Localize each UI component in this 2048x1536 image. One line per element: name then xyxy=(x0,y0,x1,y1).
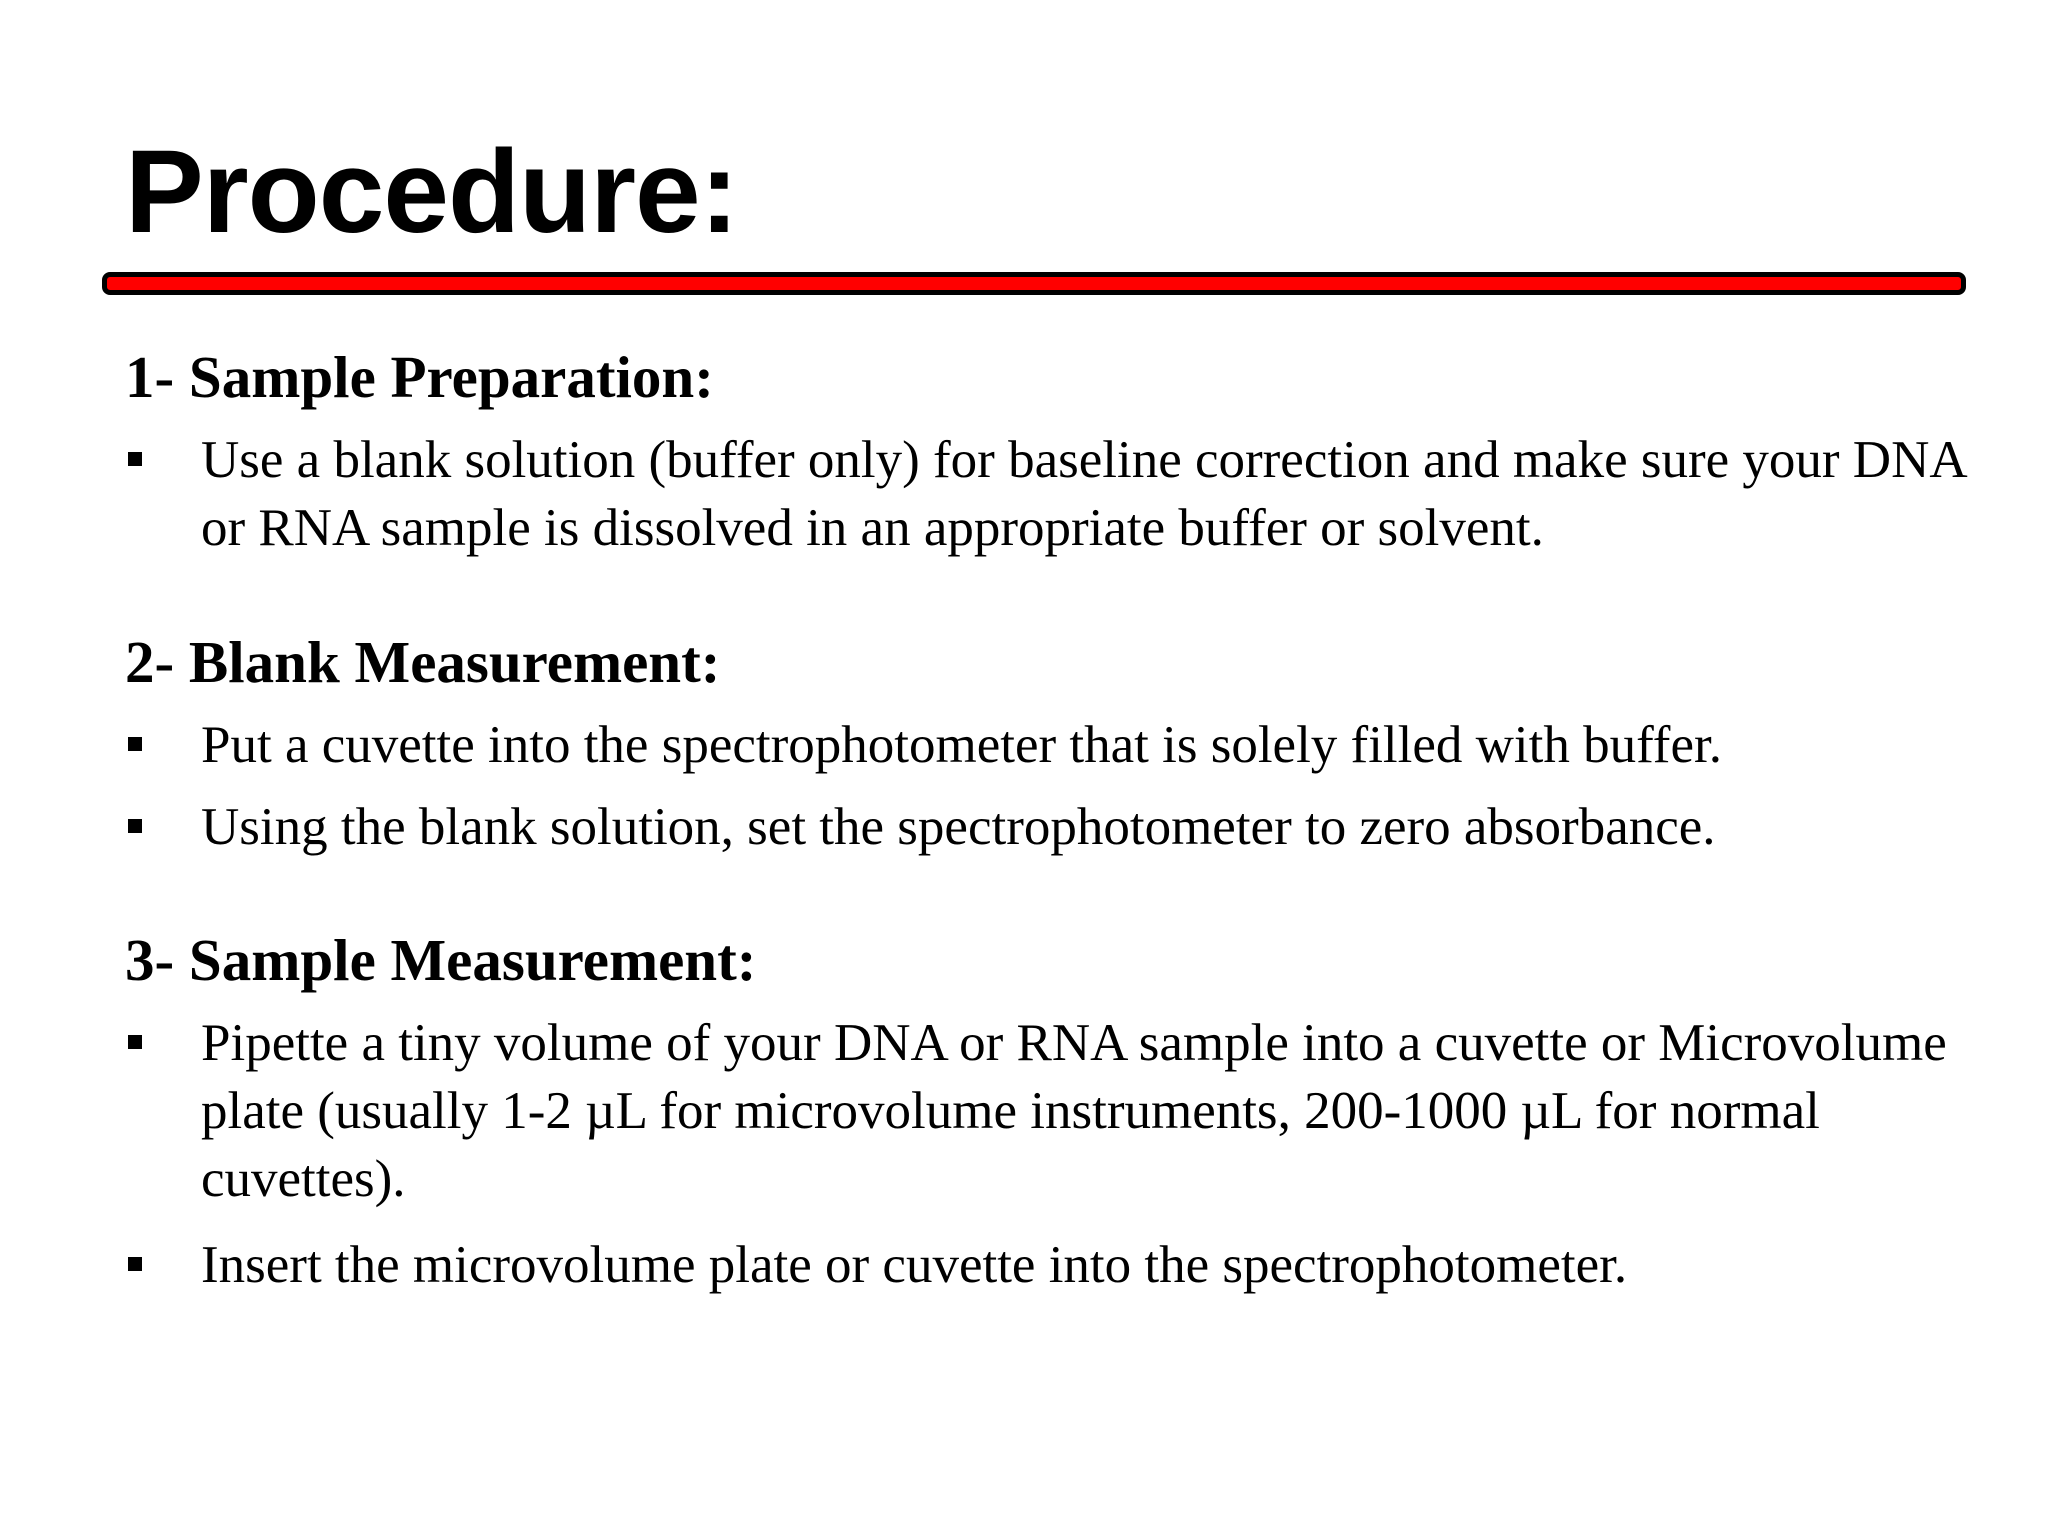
section-heading: 2- Blank Measurement: xyxy=(125,629,721,695)
square-bullet-icon xyxy=(128,1257,142,1271)
section-sample-measurement xyxy=(125,925,1965,1299)
title-divider xyxy=(102,272,1966,295)
list-item xyxy=(125,426,1965,562)
bullet-list xyxy=(125,1009,1965,1299)
bullet-text: Put a cuvette into the spectrophotometer that is solely filled with buffer. xyxy=(201,716,1722,774)
section-heading: 3- Sample Measurement: xyxy=(125,927,757,993)
section-sample-preparation xyxy=(125,342,1965,562)
square-bullet-icon xyxy=(128,1035,142,1049)
bullet-text: Insert the microvolume plate or cuvette into the spectrophotometer. xyxy=(201,1236,1628,1294)
square-bullet-icon xyxy=(128,737,142,751)
bullet-text: Using the blank solution, set the spectrophotometer to zero absorbance. xyxy=(201,798,1716,856)
list-item xyxy=(125,1009,1965,1213)
square-bullet-icon xyxy=(128,819,142,833)
list-item xyxy=(125,793,1965,861)
square-bullet-icon xyxy=(128,452,142,466)
bullet-text: Pipette a tiny volume of your DNA or RNA sample into a cuvette or Microvolume plate (usually 1-2 µL for microvolume instruments, 200-1000 µL for normal cuvettes). xyxy=(201,1014,1947,1208)
list-item xyxy=(125,711,1965,779)
section-heading: 1- Sample Preparation: xyxy=(125,344,714,410)
list-item xyxy=(125,1231,1965,1299)
bullet-list xyxy=(125,711,1965,861)
section-blank-measurement xyxy=(125,627,1965,861)
bullet-list xyxy=(125,426,1965,562)
bullet-text: Use a blank solution (buffer only) for baseline correction and make sure your DNA or RNA sample is dissolved in an appropriate buffer or solvent. xyxy=(201,431,1965,557)
slide-title: Procedure: xyxy=(125,126,738,258)
